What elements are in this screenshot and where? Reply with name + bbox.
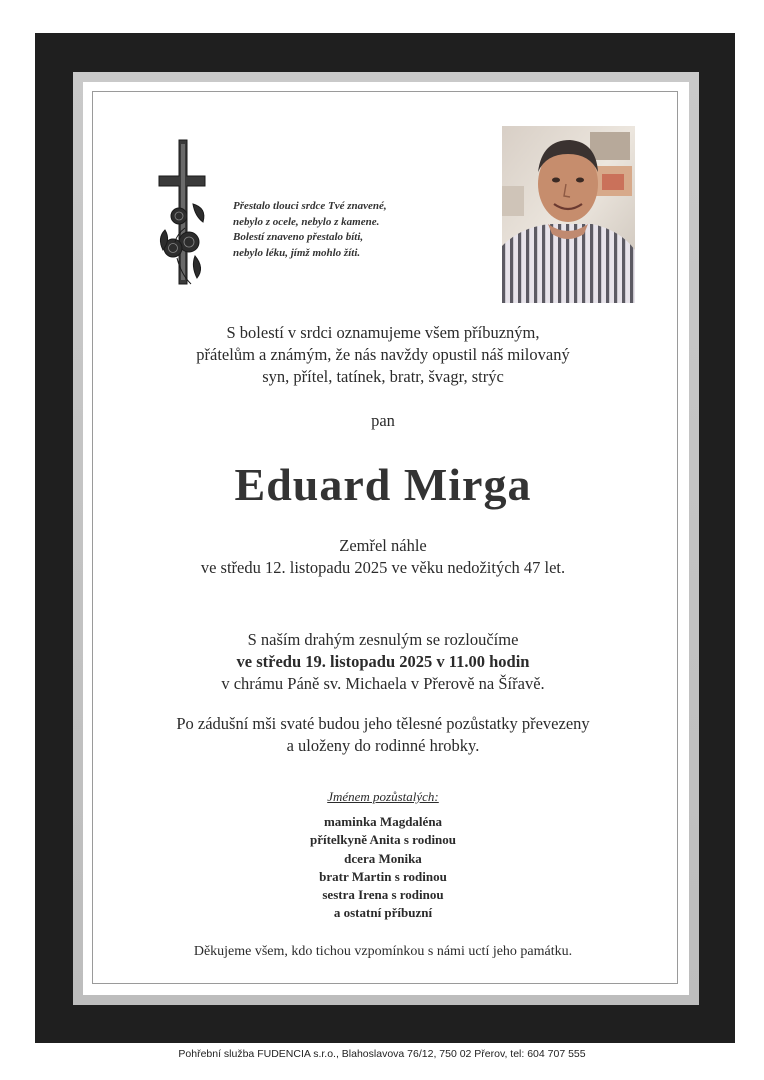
mourner: sestra Irena s rodinou (322, 887, 444, 903)
mourner: bratr Martin s rodinou (319, 868, 447, 884)
announcement-line: přátelům a známým, že nás navždy opustil náš milovaný (196, 345, 570, 364)
burial-line: Po zádušní mši svaté budou jeho tělesné pozůstatky převezeny (176, 714, 590, 733)
mourners-heading (83, 789, 683, 805)
announcement-line: S bolestí v srdci oznamujeme všem příbuzným, (226, 323, 540, 342)
thanks-text: Děkujeme všem, kdo tichou vzpomínkou s námi uctí jeho památku. (193, 944, 573, 959)
burial-info (83, 713, 683, 757)
death-line: Zemřel náhle (339, 536, 427, 555)
mourners-list (83, 813, 683, 923)
portrait-photo (502, 126, 635, 303)
mourner: a ostatní příbuzní (333, 905, 433, 921)
poem-line: nebylo léku, jímž mohlo žíti. (233, 246, 361, 259)
ceremony-location: v chrámu Páně sv. Michaela v Přerově na Šířavě. (221, 674, 545, 693)
death-line: ve středu 12. listopadu 2025 ve věku nedožitých 47 let. (200, 558, 566, 577)
burial-line: a uloženy do rodinné hrobky. (286, 736, 480, 755)
poem-line: Bolestí znaveno přestalo bíti, (233, 231, 364, 243)
funeral-service-footer: Pohřební služba FUDENCIA s.r.o., Blahoslavova 76/12, 750 02 Přerov, tel: 604 707 555 (178, 1048, 586, 1060)
poem-line: nebylo z ocele, nebylo z kamene. (233, 215, 380, 228)
ceremony-line: S naším drahým zesnulým se rozloučíme (247, 630, 519, 649)
announcement-line: syn, přítel, tatínek, bratr, švagr, strýc (262, 367, 504, 386)
ceremony-datetime: ve středu 19. listopadu 2025 v 11.00 hodin (236, 652, 530, 671)
announcement-text (83, 322, 683, 388)
deceased-name: Eduard Mirga (234, 459, 532, 510)
mourners-heading-text: Jménem pozůstalých: (327, 789, 439, 804)
mourner: přítelkyně Anita s rodinou (309, 832, 457, 848)
cross-with-roses-icon (155, 138, 211, 288)
death-info (83, 535, 683, 579)
memorial-poem (233, 199, 433, 261)
mourner: dcera Monika (344, 850, 422, 866)
ceremony-info (83, 629, 683, 695)
title-prefix: pan (371, 411, 395, 430)
mourner: maminka Magdaléna (323, 814, 443, 829)
poem-line: Přestalo tlouci srdce Tvé znavené, (233, 200, 387, 212)
